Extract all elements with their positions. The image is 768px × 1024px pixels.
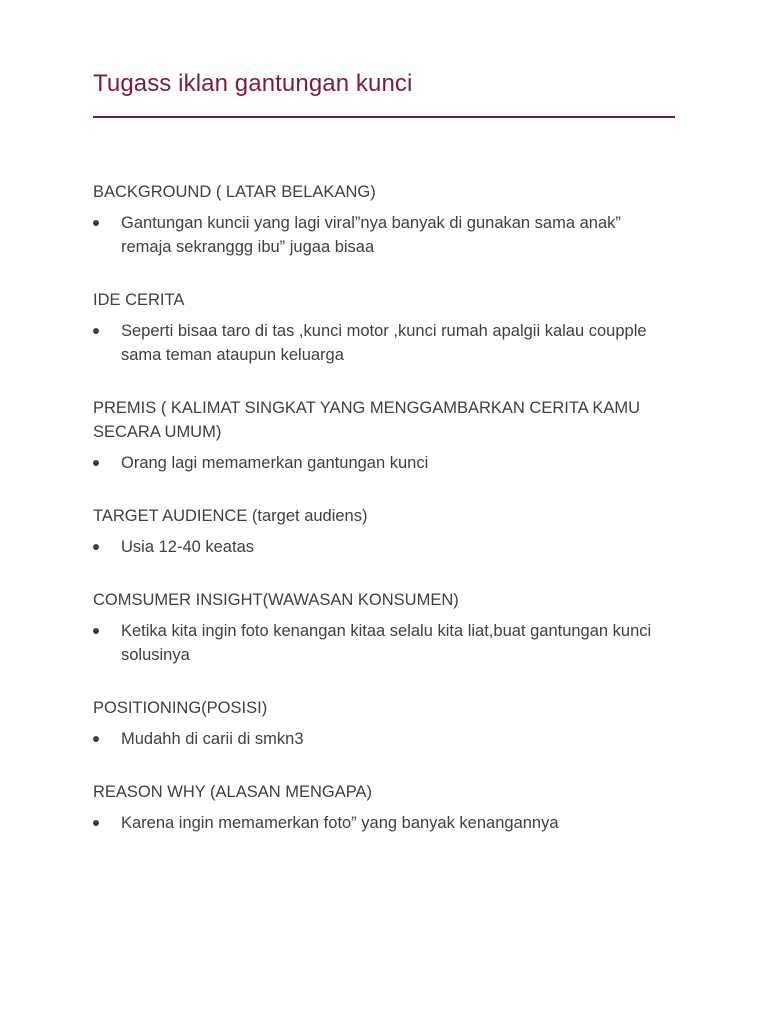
bullet-icon [93, 460, 99, 466]
bullet-icon [93, 328, 99, 334]
section-heading: POSITIONING(POSISI) [93, 699, 268, 717]
bullet-list [93, 619, 675, 667]
bullet-icon [93, 544, 99, 550]
list-item-text: Usia 12-40 keatas [121, 538, 254, 556]
section-ide-cerita [93, 288, 675, 367]
section-target-audience [93, 504, 675, 559]
list-item [93, 811, 675, 835]
list-item [93, 211, 675, 259]
section-background [93, 180, 675, 259]
title-divider [93, 116, 675, 118]
list-item [93, 619, 675, 667]
section-heading: COMSUMER INSIGHT(WAWASAN KONSUMEN) [93, 591, 459, 609]
bullet-icon [93, 220, 99, 226]
bullet-list [93, 727, 675, 751]
list-item [93, 727, 675, 751]
section-premis [93, 396, 675, 475]
list-item-text: Seperti bisaa taro di tas ,kunci motor ,kunci rumah apalgii kalau coupple sama teman ataupun keluarga [121, 322, 647, 364]
section-heading: REASON WHY (ALASAN MENGAPA) [93, 783, 373, 801]
bullet-icon [93, 736, 99, 742]
bullet-icon [93, 820, 99, 826]
bullet-list [93, 451, 675, 475]
section-positioning [93, 696, 675, 751]
list-item-text: Karena ingin memamerkan foto” yang banyak kenangannya [121, 814, 559, 832]
bullet-list [93, 535, 675, 559]
list-item-text: Gantungan kuncii yang lagi viral”nya banyak di gunakan sama anak” remaja sekranggg ibu” jugaa bisaa [121, 214, 621, 256]
list-item [93, 319, 675, 367]
section-consumer-insight [93, 588, 675, 667]
list-item [93, 535, 675, 559]
bullet-list [93, 211, 675, 259]
section-heading: PREMIS ( KALIMAT SINGKAT YANG MENGGAMBARKAN CERITA KAMU SECARA UMUM) [93, 399, 641, 441]
section-reason-why [93, 780, 675, 835]
list-item-text: Orang lagi memamerkan gantungan kunci [121, 454, 429, 472]
bullet-list [93, 811, 675, 835]
list-item-text: Ketika kita ingin foto kenangan kitaa selalu kita liat,buat gantungan kunci solusinya [121, 622, 652, 664]
bullet-icon [93, 628, 99, 634]
list-item-text: Mudahh di carii di smkn3 [121, 730, 304, 748]
document-title: Tugass iklan gantungan kunci [93, 70, 413, 97]
bullet-list [93, 319, 675, 367]
section-heading: TARGET AUDIENCE (target audiens) [93, 507, 368, 525]
document-body [93, 180, 675, 864]
section-heading: IDE CERITA [93, 291, 185, 309]
list-item [93, 451, 675, 475]
section-heading: BACKGROUND ( LATAR BELAKANG) [93, 183, 376, 201]
